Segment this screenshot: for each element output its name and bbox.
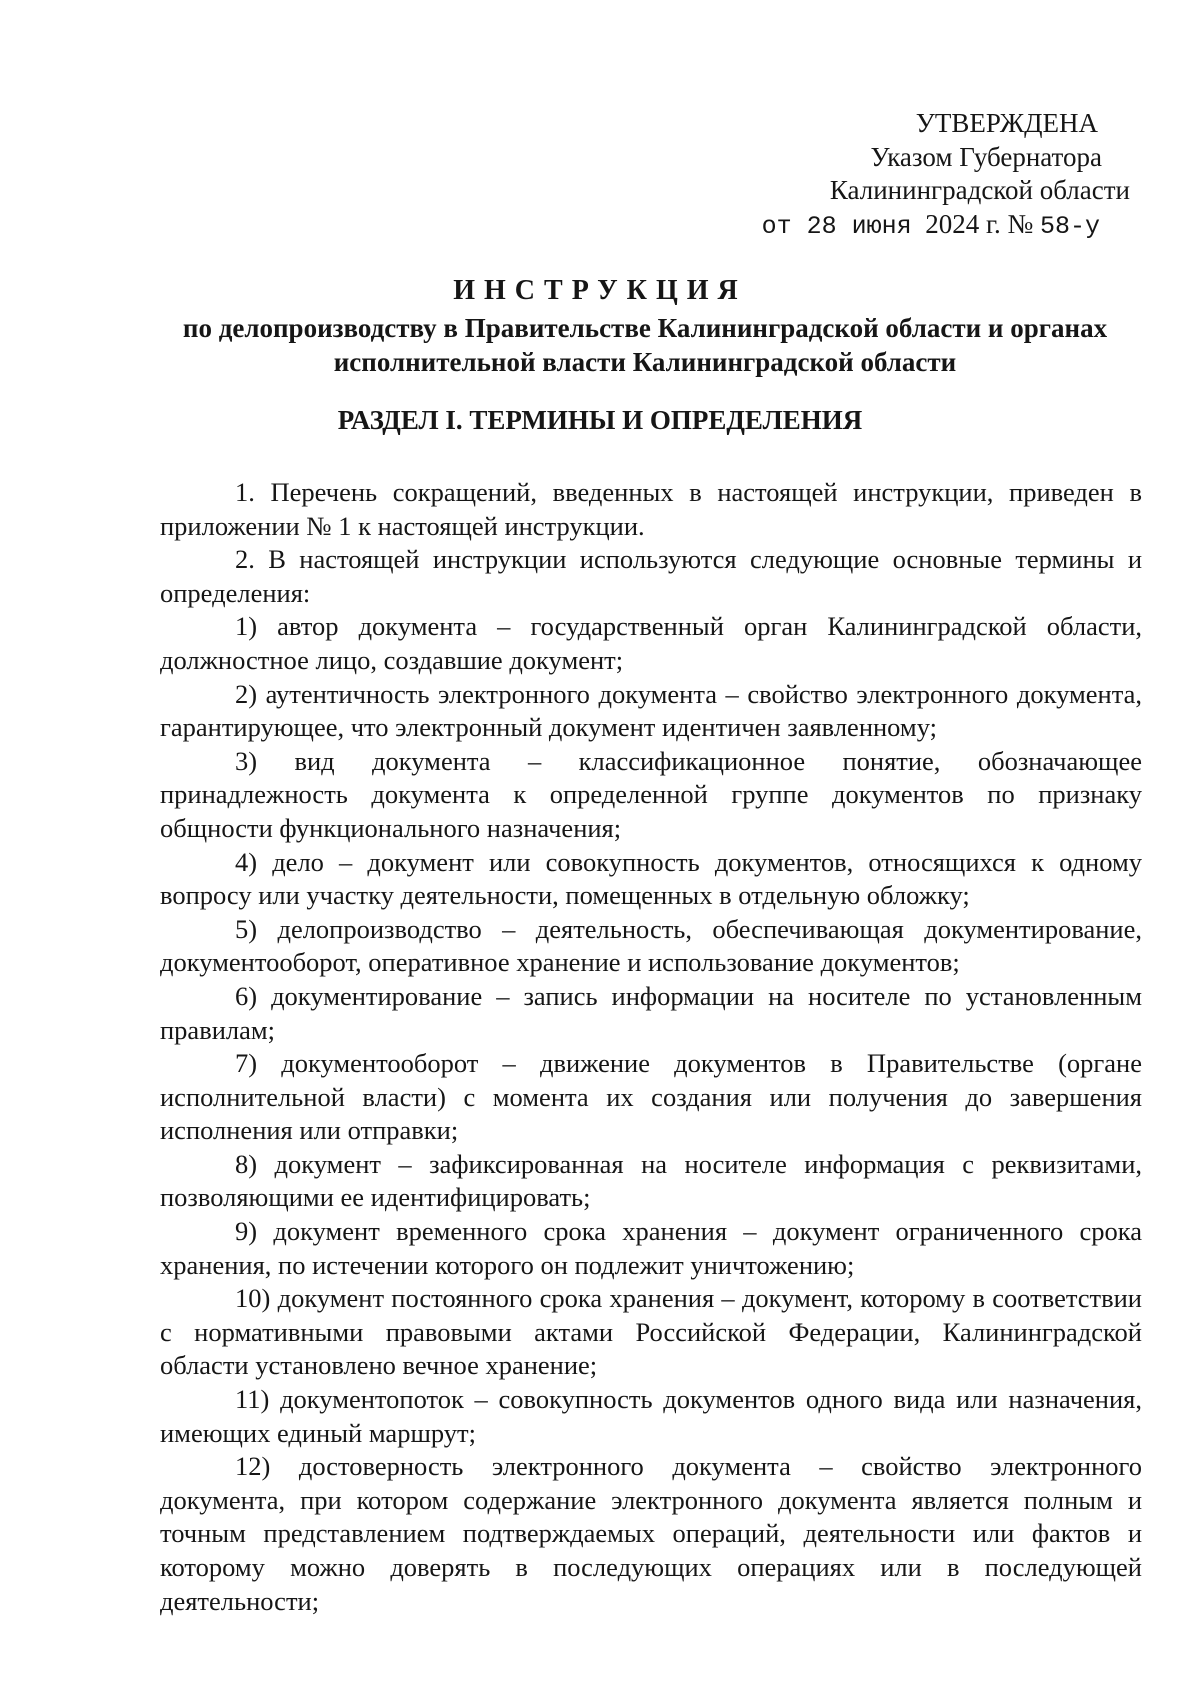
approval-date: от 28 июня <box>761 211 912 241</box>
approval-year: 2024 г. № <box>925 208 1034 239</box>
term-3: 3) вид документа – классификационное понятие, обозначающее принадлежность документа к определенной группе документов по признаку общности функционального назначения; <box>160 745 1142 843</box>
approval-stamp <box>762 107 1130 243</box>
approval-act: Указом Губернатора <box>870 141 1102 172</box>
document-title: ИНСТРУКЦИЯ <box>453 275 747 306</box>
term-12: 12) достоверность электронного документа – свойство электронного документа, при котором содержание электронного документа является полным и точным представлением подтверждаемых операций, деятельности или фактов и которому можно доверять в последующих операциях или в последующей деятельности; <box>160 1451 1142 1616</box>
term-5: 5) делопроизводство – деятельность, обеспечивающая документирование, документооборот, оперативное хранение и использование документов; <box>160 913 1142 978</box>
term-2: 2) аутентичность электронного документа – свойство электронного документа, гарантирующее, что электронный документ идентичен заявленному; <box>160 678 1142 743</box>
term-8: 8) документ – зафиксированная на носителе информация с реквизитами, позволяющими ее идентифицировать; <box>160 1148 1142 1213</box>
term-6: 6) документирование – запись информации на носителе по установленным правилам; <box>160 980 1142 1045</box>
approval-status: УТВЕРЖДЕНА <box>915 108 1098 138</box>
term-9: 9) документ временного срока хранения – документ ограниченного срока хранения, по истечении которого он подлежит уничтожению; <box>160 1216 1142 1280</box>
approval-date-line <box>762 208 1100 244</box>
approval-region: Калининградской области <box>829 175 1130 205</box>
section-heading: РАЗДЕЛ I. ТЕРМИНЫ И ОПРЕДЕЛЕНИЯ <box>337 405 863 435</box>
document-body <box>160 476 1142 1618</box>
term-10: 10) документ постоянного срока хранения – документ, которому в соответствии с нормативными правовыми актами Российской Федерации, Калининградской области установлено вечное хранение; <box>160 1283 1142 1381</box>
approval-number: 58-у <box>1039 211 1100 241</box>
paragraph-1: 1. Перечень сокращений, введенных в настоящей инструкции, приведен в приложении № 1 к настоящей инструкции. <box>160 477 1142 541</box>
document-subtitle: по делопроизводству в Правительстве Калининградской области и органах исполнительной власти Калининградской области <box>182 313 1108 377</box>
term-4: 4) дело – документ или совокупность документов, относящихся к одному вопросу или участку деятельности, помещенных в отдельную обложку; <box>160 846 1142 911</box>
term-1: 1) автор документа – государственный орган Калининградской области, должностное лицо, создавшие документ; <box>160 611 1142 675</box>
term-7: 7) документооборот – движение документов в Правительстве (органе исполнительной власти) с момента их создания или получения до завершения исполнения или отправки; <box>160 1048 1142 1146</box>
term-11: 11) документопоток – совокупность документов одного вида или назначения, имеющих единый маршрут; <box>160 1384 1142 1448</box>
paragraph-2: 2. В настоящей инструкции используются следующие основные термины и определения: <box>160 544 1142 608</box>
